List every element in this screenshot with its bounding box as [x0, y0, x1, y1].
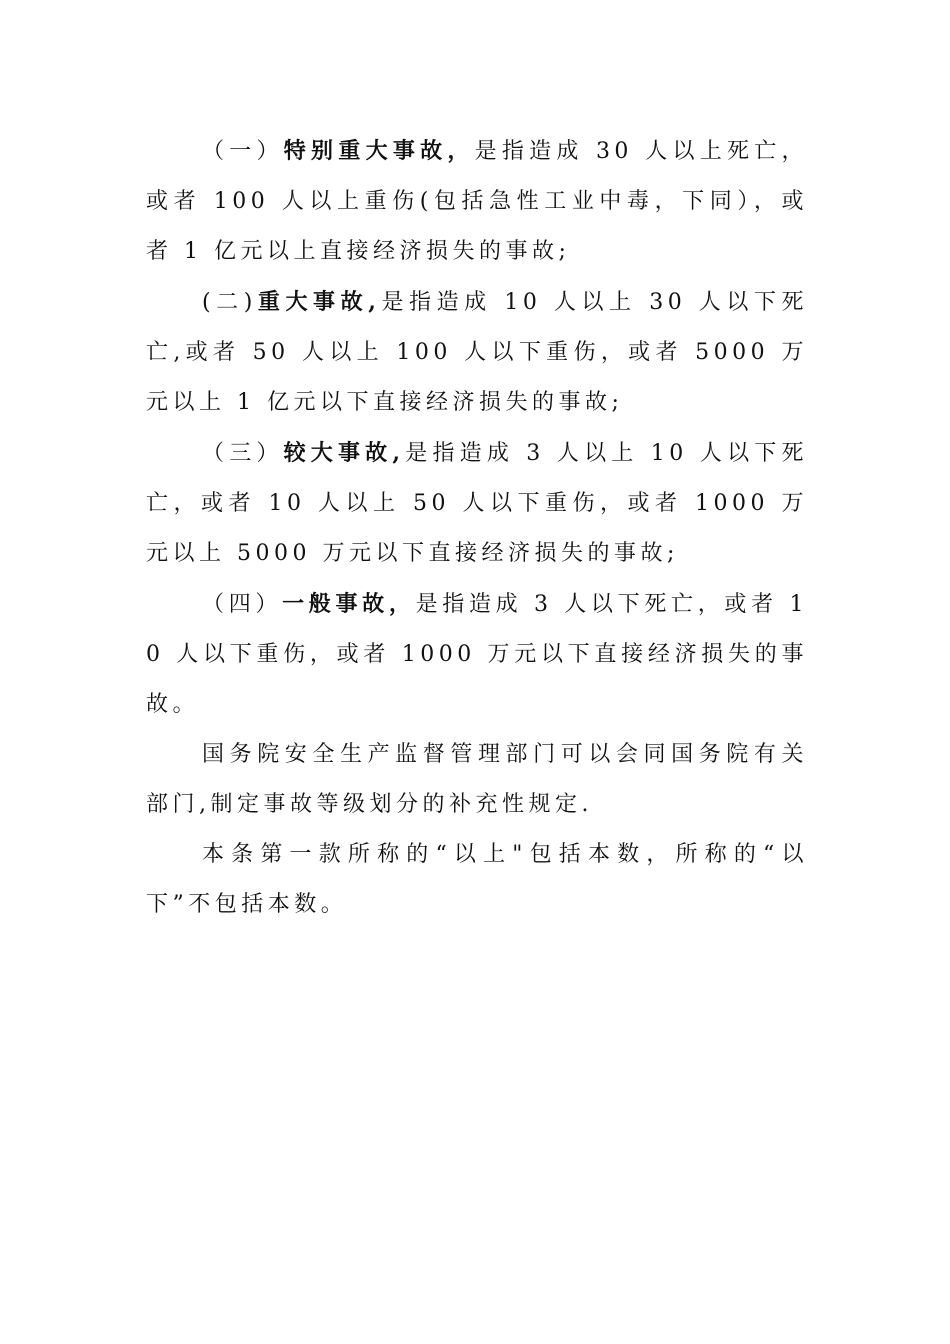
definition-text: 是指造成 3 人以上 10 人以下死亡，或者 10 人以上 50 人以下重伤，或者 1000 万元以上 5000 万元以下直接经济损失的事故; [146, 441, 808, 566]
definition-text: 是指造成 3 人以下死亡，或者 10 人以下重伤，或者 1000 万元以下直接经济损失的事故。 [146, 592, 808, 717]
term-larger-accident: 较大事故, [283, 440, 405, 466]
item-number: （一） [202, 139, 284, 164]
item-number: （四） [202, 592, 283, 617]
term-general-accident: 一般事故， [282, 591, 416, 617]
term-major-accident: 重大事故, [256, 289, 381, 315]
document-body [146, 126, 808, 930]
paragraph-especially-major-accident [146, 126, 808, 277]
paragraph-major-accident [146, 277, 808, 428]
paragraph-counting-rule: 本条第一款所称的“以上"包括本数，所称的“以下”不包括本数。 [146, 842, 808, 917]
paragraph-supplementary-rules: 国务院安全生产监督管理部门可以会同国务院有关部门,制定事故等级划分的补充性规定. [146, 742, 808, 817]
paragraph-general-accident [146, 579, 808, 730]
definition-text: 是指造成 10 人以上 30 人以下死亡,或者 50 人以上 100 人以下重伤，或者 5000 万元以上 1 亿元以下直接经济损失的事故; [146, 290, 808, 415]
item-number: （三） [202, 441, 284, 466]
term-especially-major-accident: 特别重大事故， [283, 138, 475, 164]
definition-text: 是指造成 30 人以上死亡，或者 100 人以上重伤(包括急性工业中毒，下同），或者 1 亿元以上直接经济损失的事故; [146, 139, 808, 264]
item-number: (二) [202, 290, 257, 315]
paragraph-larger-accident [146, 428, 808, 579]
